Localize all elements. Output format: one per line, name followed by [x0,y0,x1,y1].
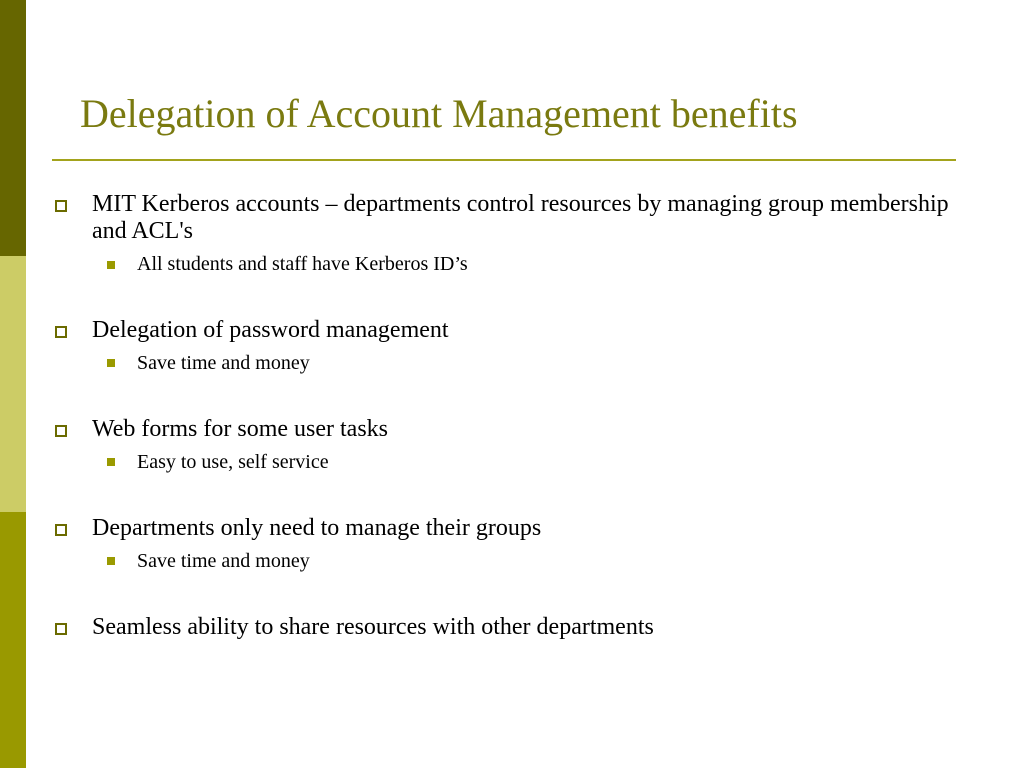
bullet-item: MIT Kerberos accounts – departments control resources by managing group membership and ACL's [92,191,949,244]
hollow-square-bullet-icon [55,326,67,338]
solid-square-bullet-icon [107,557,115,565]
slide-title: Delegation of Account Management benefits [80,91,798,136]
sub-bullet-item: All students and staff have Kerberos ID’s [137,253,468,275]
hollow-square-bullet-icon [55,425,67,437]
bullet-item: Departments only need to manage their groups [92,515,542,541]
bullet-item: Web forms for some user tasks [92,416,389,442]
hollow-square-bullet-icon [55,200,67,212]
solid-square-bullet-icon [107,261,115,269]
bullet-item: Delegation of password management [92,317,449,343]
bullet-item: Seamless ability to share resources with other departments [92,614,654,640]
solid-square-bullet-icon [107,458,115,466]
sub-bullet-item: Save time and money [137,352,310,374]
hollow-square-bullet-icon [55,623,67,635]
hollow-square-bullet-icon [55,524,67,536]
sub-bullet-item: Save time and money [137,550,310,572]
solid-square-bullet-icon [107,359,115,367]
sub-bullet-item: Easy to use, self service [137,451,329,473]
